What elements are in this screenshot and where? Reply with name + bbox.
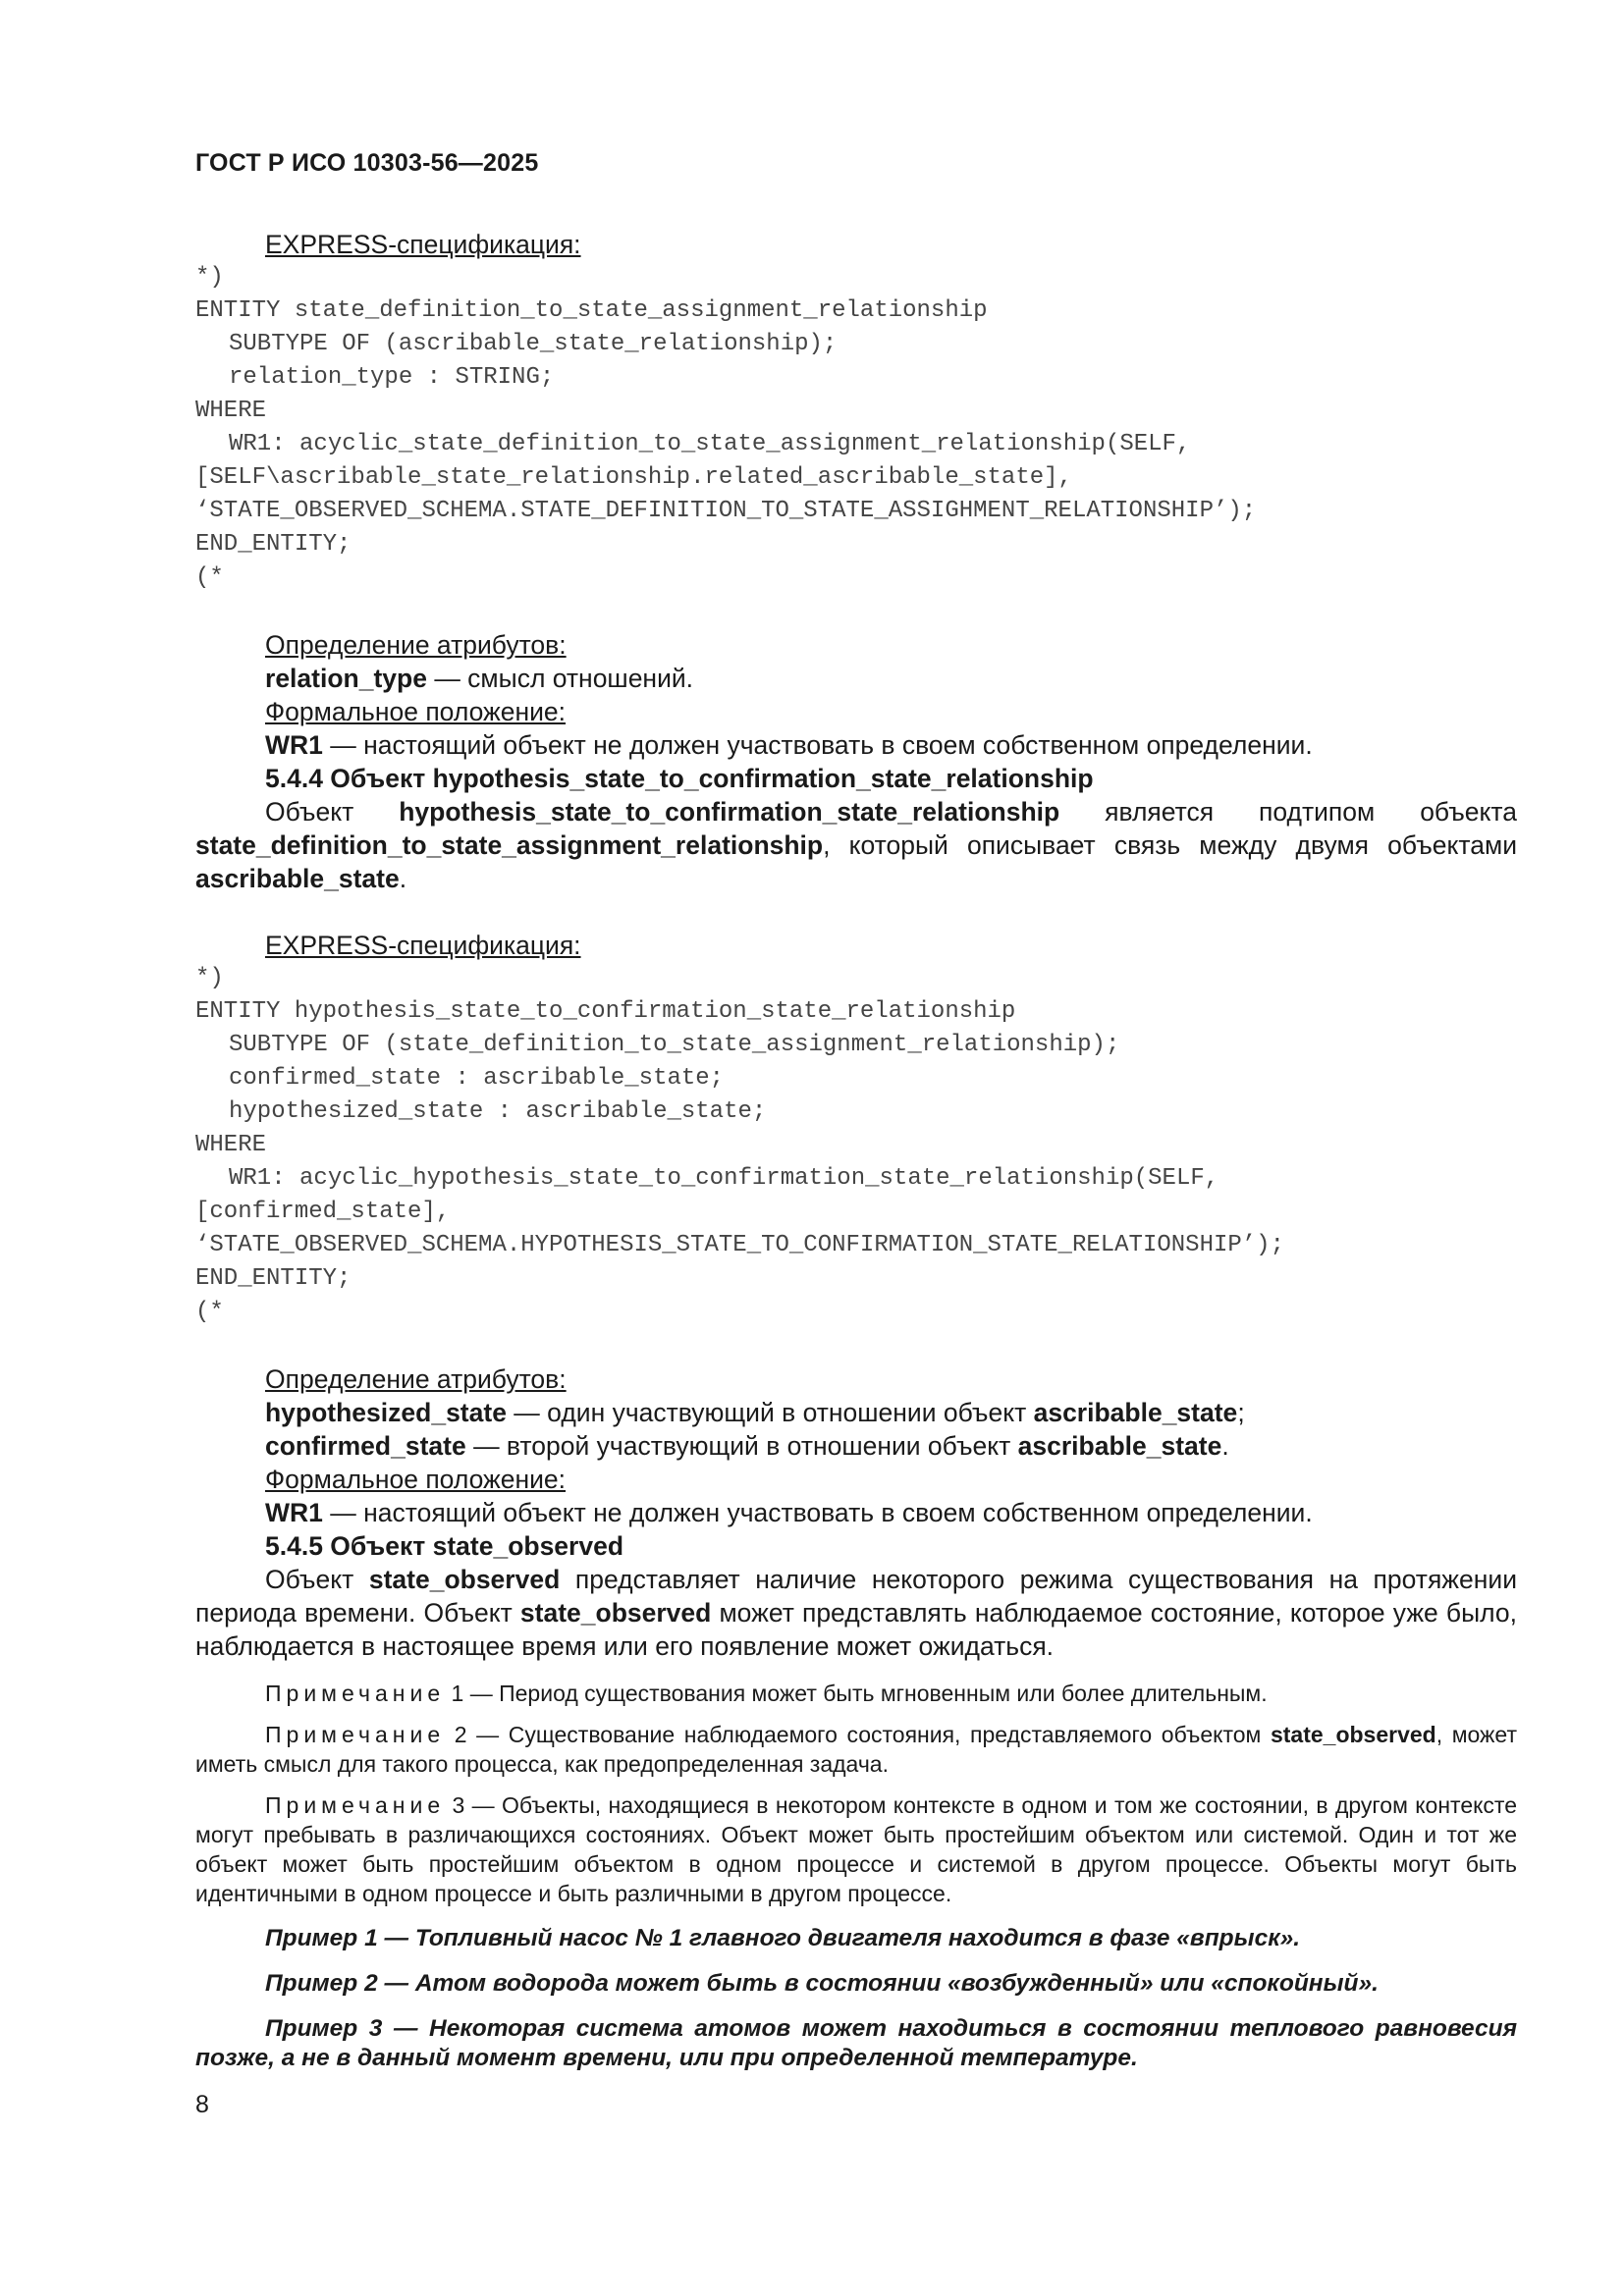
code-line: (* [195, 564, 224, 591]
formal-wr1-2: WR1 — настоящий объект не должен участвовать в своем собственном определении. [265, 1498, 1313, 1527]
code-line: WR1: acyclic_hypothesis_state_to_confirmation_state_relationship(SELF, [229, 1165, 1219, 1192]
page-content [195, 228, 1517, 2073]
note-3: Примечание 3 — Объекты, находящиеся в некотором контексте в одном и том же состоянии, в другом контексте могут пребывать в различающихся состояниях. Объект может быть простейшим объектом или системой. Один и тот же объект может быть простейшим объектом в одном процессе и системой в другом процессе. Объекты могут быть идентичными в одном процессе и быть различными в другом процессе. [195, 1792, 1517, 1906]
section-text-5-4-5: Объект state_observed представляет наличие некоторого режима существования на протяжении периода времени. Объект state_observed может представлять наблюдаемое состояние, которое уже было, наблюдается в настоящее время или его появление может ожидаться. [195, 1565, 1518, 1661]
page-number: 8 [195, 2091, 209, 2118]
example-1: Пример 1 — Топливный насос № 1 главного двигателя находится в фазе «впрыск». [265, 1925, 1301, 1951]
code-line: END_ENTITY; [195, 1265, 352, 1292]
attr-def-confirmed-state: confirmed_state — второй участвующий в отношении объект ascribable_state. [265, 1431, 1229, 1461]
code-line: ENTITY state_definition_to_state_assignment_relationship [195, 297, 988, 324]
formal-label-1: Формальное положение: [265, 697, 567, 726]
note-1: Примечание 1 — Период существования может быть мгновенным или более длительным. [265, 1681, 1268, 1706]
code-line: *) [195, 264, 224, 291]
code-line: [confirmed_state], [195, 1199, 451, 1225]
code-line: *) [195, 965, 224, 991]
attr-def-relation-type: relation_type — смысл отношений. [265, 664, 694, 693]
code-line: (* [195, 1299, 224, 1325]
example-2: Пример 2 — Атом водорода может быть в состоянии «возбужденный» или «спокойный». [265, 1970, 1379, 1997]
code-line: [SELF\ascribable_state_relationship.related_ascribable_state], [195, 464, 1072, 491]
section-heading-5-4-5: 5.4.5 Объект state_observed [265, 1531, 624, 1561]
code-line: ‘STATE_OBSERVED_SCHEMA.HYPOTHESIS_STATE_TO_CONFIRMATION_STATE_RELATIONSHIP’); [195, 1232, 1284, 1258]
document-header: ГОСТ Р ИСО 10303-56—2025 [195, 149, 539, 177]
code-line: SUBTYPE OF (ascribable_state_relationship); [229, 331, 838, 357]
code-line: WR1: acyclic_state_definition_to_state_assignment_relationship(SELF, [229, 431, 1191, 457]
code-line: ENTITY hypothesis_state_to_confirmation_state_relationship [195, 998, 1016, 1025]
code-line: relation_type : STRING; [229, 364, 555, 391]
code-line: WHERE [195, 398, 267, 424]
formal-wr1-1: WR1 — настоящий объект не должен участвовать в своем собственном определении. [265, 730, 1313, 760]
code-line: SUBTYPE OF (state_definition_to_state_assignment_relationship); [229, 1032, 1120, 1058]
express-code-block-2 [195, 962, 1517, 1329]
express-label-1: EXPRESS-спецификация: [265, 230, 581, 259]
example-3: Пример 3 — Некоторая система атомов может находиться в состоянии теплового равновесия позже, а не в данный момент времени, или при определенной температуре. [195, 2015, 1517, 2071]
attr-def-label-2: Определение атрибутов: [265, 1364, 567, 1394]
code-line: END_ENTITY; [195, 531, 352, 558]
code-line: ‘STATE_OBSERVED_SCHEMA.STATE_DEFINITION_TO_STATE_ASSIGHMENT_RELATIONSHIP’); [195, 498, 1257, 524]
attr-def-label-1: Определение атрибутов: [265, 630, 567, 660]
note-2: Примечание 2 — Существование наблюдаемого состояния, представляемого объектом state_observed, может иметь смысл для такого процесса, как предопределенная задача. [195, 1722, 1517, 1777]
section-heading-5-4-4: 5.4.4 Объект hypothesis_state_to_confirmation_state_relationship [265, 764, 1094, 793]
formal-label-2: Формальное положение: [265, 1465, 567, 1494]
express-code-block-1 [195, 261, 1517, 595]
code-line: WHERE [195, 1132, 267, 1158]
section-text-5-4-4: Объект hypothesis_state_to_confirmation_state_relationship является подтипом объекта state_definition_to_state_assignment_relationship, который описывает связь между двумя объектами ascribable_state. [195, 797, 1517, 893]
code-line: hypothesized_state : ascribable_state; [229, 1098, 767, 1125]
attr-def-hypothesized-state: hypothesized_state — один участвующий в отношении объект ascribable_state; [265, 1398, 1245, 1427]
code-line: confirmed_state : ascribable_state; [229, 1065, 725, 1092]
express-label-2: EXPRESS-спецификация: [265, 931, 581, 960]
